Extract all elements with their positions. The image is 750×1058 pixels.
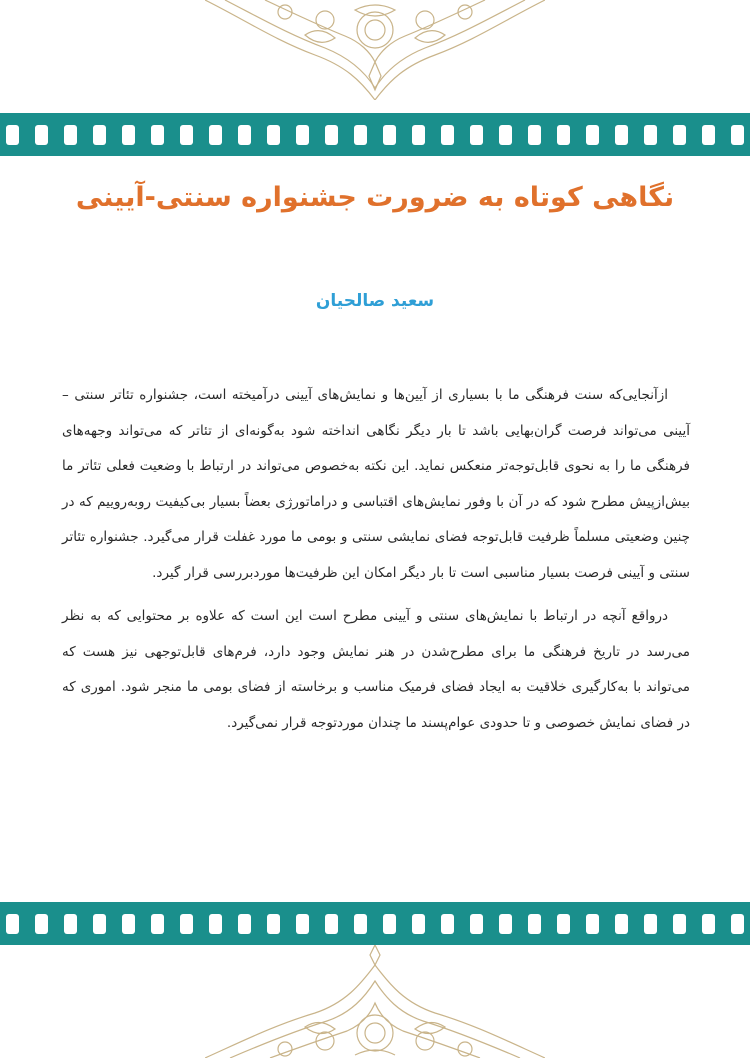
bottom-filmstrip-band bbox=[0, 902, 750, 945]
film-perforation-icon bbox=[6, 914, 19, 934]
film-perforation-icon bbox=[615, 914, 628, 934]
film-perforation-icon bbox=[238, 914, 251, 934]
film-perforation-icon bbox=[673, 914, 686, 934]
article-paragraph: درواقع آنچه در ارتباط با نمایش‌های سنتی و آیینی مطرح است این است که علاوه بر محتوایی که به نظر می‌رسد در تاریخ فرهنگی ما برای مطرح‌شدن در هنر نمایش وجود دارد، فرم‌های قابل‌توجهی نیز هست که می‌تواند با به‌کارگیری خلاقیت به ایجاد فضای فرمیک مناسب و برخاسته از فضای بومی ما منجر شود. اموری که در فضای نمایش خصوصی و تا حدودی عوام‌پسند ما چندان موردتوجه قرار نمی‌گیرد. bbox=[62, 608, 690, 731]
film-perforation-icon bbox=[441, 914, 454, 934]
film-perforation-icon bbox=[209, 125, 222, 145]
film-perforation-icon bbox=[122, 125, 135, 145]
film-perforation-icon bbox=[383, 125, 396, 145]
film-perforation-icon bbox=[35, 914, 48, 934]
film-perforation-icon bbox=[35, 125, 48, 145]
article-paragraph: ازآنجایی‌که سنت فرهنگی ما با بسیاری از آیین‌ها و نمایش‌های آیینی درآمیخته است، جشنواره تئاتر سنتی – آیینی می‌تواند فرصت گران‌بهایی باشد تا بار دیگر نگاهی انداخته شود به‌گونه‌ای از تئاتر که می‌تواند وجهه‌های فرهنگی ما را به نحوی قابل‌توجه‌تر منعکس نماید. این نکته به‌خصوص می‌تواند در ارتباط با وضعیت فعلی تئاتر ما بیش‌ازپیش مطرح شود که در آن با وفور نمایش‌های اقتباسی و دراماتورژی بعضاً بسیار بی‌کیفیت روبه‌روییم که در چنین وضعیتی مسلماً ظرفیت قابل‌توجه فضای نمایشی سنتی و بومی ما مورد غفلت قرار می‌گیرد. جشنواره تئاتر سنتی و آیینی فرصت بسیار مناسبی است تا بار دیگر امکان این ظرفیت‌ها موردبررسی قرار گیرد. bbox=[62, 387, 690, 581]
film-perforation-icon bbox=[354, 914, 367, 934]
film-perforation-icon bbox=[644, 914, 657, 934]
film-perforation-icon bbox=[151, 914, 164, 934]
article-author: سعید صالحیان bbox=[315, 291, 435, 311]
film-perforation-icon bbox=[586, 914, 599, 934]
film-perforation-icon bbox=[499, 125, 512, 145]
film-perforation-icon bbox=[296, 125, 309, 145]
film-perforation-icon bbox=[702, 125, 715, 145]
film-perforation-icon bbox=[731, 125, 744, 145]
top-arabesque-ornament-icon bbox=[205, 0, 545, 100]
film-perforation-icon bbox=[412, 125, 425, 145]
film-perforation-icon bbox=[702, 914, 715, 934]
film-perforation-icon bbox=[93, 125, 106, 145]
film-perforation-icon bbox=[557, 125, 570, 145]
bottom-arabesque-ornament-icon bbox=[205, 945, 545, 1058]
film-perforation-icon bbox=[673, 125, 686, 145]
film-perforation-icon bbox=[122, 914, 135, 934]
film-perforation-icon bbox=[93, 914, 106, 934]
film-perforation-icon bbox=[64, 125, 77, 145]
film-perforation-icon bbox=[441, 125, 454, 145]
film-perforation-icon bbox=[499, 914, 512, 934]
film-perforation-icon bbox=[412, 914, 425, 934]
film-perforation-icon bbox=[354, 125, 367, 145]
article-body bbox=[62, 378, 690, 749]
film-perforation-icon bbox=[470, 914, 483, 934]
film-perforation-icon bbox=[6, 125, 19, 145]
film-perforation-icon bbox=[296, 914, 309, 934]
film-perforation-icon bbox=[151, 125, 164, 145]
top-filmstrip-band bbox=[0, 113, 750, 156]
film-perforation-icon bbox=[267, 914, 280, 934]
film-perforation-icon bbox=[731, 914, 744, 934]
film-perforation-icon bbox=[238, 125, 251, 145]
film-perforation-icon bbox=[209, 914, 222, 934]
film-perforation-icon bbox=[615, 125, 628, 145]
film-perforation-icon bbox=[528, 914, 541, 934]
film-perforation-icon bbox=[644, 125, 657, 145]
article-title: نگاهی کوتاه به ضرورت جشنواره سنتی-آیینی bbox=[75, 182, 675, 213]
film-perforation-icon bbox=[557, 914, 570, 934]
film-perforation-icon bbox=[470, 125, 483, 145]
film-perforation-icon bbox=[180, 914, 193, 934]
film-perforation-icon bbox=[383, 914, 396, 934]
film-perforation-icon bbox=[267, 125, 280, 145]
film-perforation-icon bbox=[180, 125, 193, 145]
film-perforation-icon bbox=[586, 125, 599, 145]
film-perforation-icon bbox=[64, 914, 77, 934]
film-perforation-icon bbox=[325, 125, 338, 145]
film-perforation-icon bbox=[325, 914, 338, 934]
film-perforation-icon bbox=[528, 125, 541, 145]
